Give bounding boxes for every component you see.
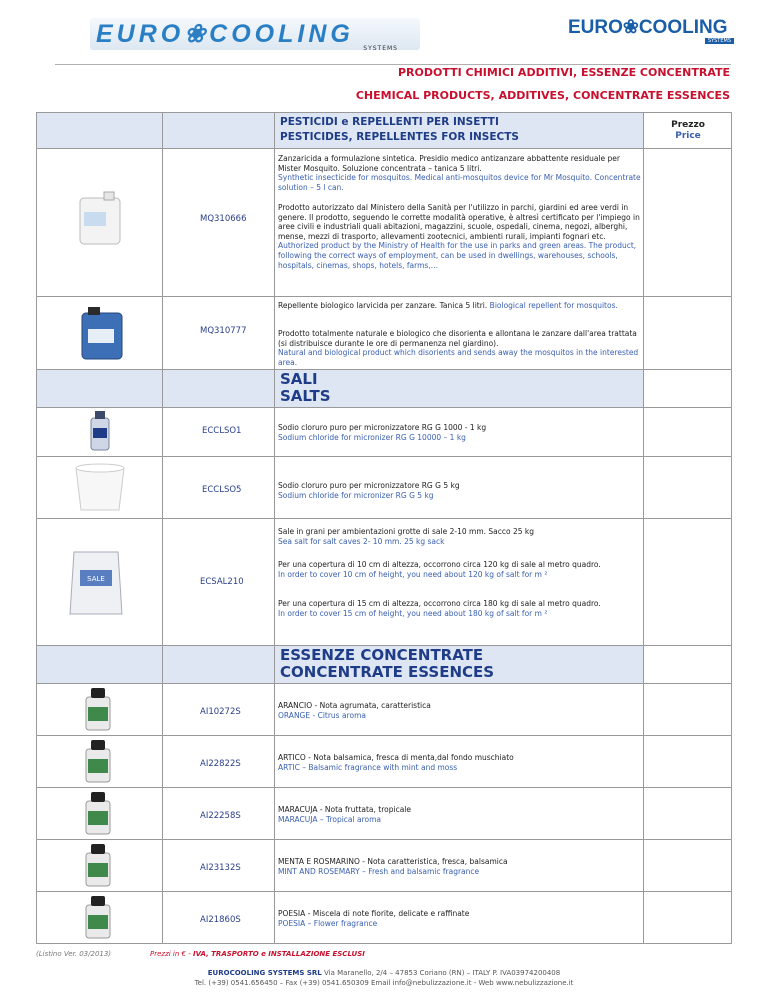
section-essences-it: ESSENZE CONCENTRATE [280,646,484,664]
title-italian: PRODOTTI CHIMICI ADDITIVI, ESSENZE CONCENTRATE [397,66,730,79]
salt-bucket-image [70,460,130,514]
svg-text:SALE: SALE [87,575,105,583]
essence-bottle-image [82,895,114,939]
logo-wordmark-right: EURO❀COOLING [568,17,728,38]
eurocooling-logo-left [90,18,420,50]
desc-mq310777-b: Prodotto totalmente naturale e biologico che disorienta e allontana le zanzare dall'area trattata (si distribuisce durante le ore di permanenza nel giardino). Natural and biological product which disorients and sends away the mosquitos in the interested area. [278,329,639,367]
essence-bottle-image [82,791,114,835]
eurocooling-logo-right [568,16,748,42]
essence-bottle-image [82,739,114,783]
title-english: CHEMICAL PRODUCTS, ADDITIVES, CONCENTRATE ESSENCES [355,89,730,102]
essence-bottle-image [82,843,114,887]
price-label-it: Prezzo [671,120,705,130]
salt-bottle-image [88,410,112,452]
code-ecclso1: ECCLSO1 [202,426,242,436]
logo-wordmark: EURO❀COOLING [96,20,354,48]
desc-ecclso1: Sodio cloruro puro per micronizzatore RG G 1000 - 1 kg Sodium chloride for micronizer RG G 10000 – 1 kg [278,423,487,442]
section-essences-en: CONCENTRATE ESSENCES [280,663,495,681]
prezzi-note: Prezzi in € - IVA, TRASPORTO e INSTALLAZIONE ESCLUSI [150,950,365,958]
desc-mq310777-a: Repellente biologico larvicida per zanzare. Tanica 5 litri. Biological repellent for mosquitos. [278,301,618,310]
section-salts-en: SALTS [280,387,331,405]
desc-ecsal210-a: Sale in grani per ambientazioni grotte di sale 2-10 mm. Sacco 25 kg Sea salt for salt caves 2- 10 mm. 25 kg sack [278,527,534,546]
essence-bottle-image [82,687,114,731]
essence-code: AI23132S [200,863,241,873]
essence-description: MENTA E ROSMARINO - Nota caratteristica, fresca, balsamica MINT AND ROSEMARY – Fresh and balsamic fragrance [278,857,508,876]
logo-systems-right: SYSTEMS [705,38,734,44]
col-divider-2 [274,112,275,944]
salt-sack-image [68,548,124,618]
jerrycan-blue-image [80,305,124,361]
desc-mq310666-a: Zanzaricida a formulazione sintetica. Presidio medico antizanzare abbattente residuale per Mister Mosquito. Soluzione concentrata – tanica 5 litri. Synthetic insecticide for mosquitos. Medical anti-mosquitos device for Mr Mosquito. Concentrate solution – 5 l can. [278,154,641,192]
essence-code: AI22258S [200,811,241,821]
logo-systems: SYSTEMS [363,45,398,52]
essence-description: ARANCIO - Nota agrumata, caratteristica ORANGE - Citrus aroma [278,701,431,720]
company-contacts: Tel. (+39) 0541.656450 – Fax (+39) 0541.650309 Email info@nebulizzazione.it - Web www.nebulizzazione.it [194,979,574,987]
band-salts [37,369,643,407]
code-mq310777: MQ310777 [200,326,247,336]
desc-ecsal210-c: Per una copertura di 15 cm di altezza, occorrono circa 180 kg di sale al metro quadro. In order to cover 15 cm of height, you need about 180 kg of salt for m ² [278,599,601,618]
company-address: EUROCOOLING SYSTEMS SRL Via Maranello, 2/4 – 47853 Coriano (RN) – ITALY P. IVA03974200408 [207,969,561,977]
price-column-header [650,120,726,142]
jerrycan-white-image [78,190,122,246]
code-mq310666: MQ310666 [200,214,247,224]
essence-code: AI10272S [200,707,241,717]
price-label-en: Price [675,131,701,141]
col-divider-1 [162,112,163,944]
desc-mq310666-b: Prodotto autorizzato dal Ministero della Sanità per l'utilizzo in parchi, giardini ed aree verdi in genere. Il prodotto, seguendo le corrette modalità operative, è altresì certificato per l'impiego in aree civili e industriali quali abitazioni, magazzini, scuole, ospedali, cinema, negozi, alberghi, mense, mezzi di trasporto, allevamenti zootecnici, ambienti rurali, impianti fognari etc. Authorized product by the Ministry of Health for the use in parks and green areas. The product, following the correct ways of employment, can be used in dwellings, warehouses, schools, hospitals, cinemas, shops, hotels, farms,… [278,203,640,270]
code-ecsal210: ECSAL210 [200,577,244,587]
desc-ecsal210-b: Per una copertura di 10 cm di altezza, occorrono circa 120 kg di sale al metro quadro. In order to cover 10 cm of height, you need about 120 kg of salt for m ² [278,560,601,579]
essence-code: AI21860S [200,915,241,925]
essence-description: MARACUJA - Nota fruttata, tropicale MARACUJA – Tropical aroma [278,805,412,824]
section-pesticides-it: PESTICIDI e REPELLENTI PER INSETTI [280,116,499,128]
header-divider [55,64,731,65]
listino-version: (Listino Ver. 03/2013) [36,950,112,958]
essence-code: AI22822S [200,759,241,769]
section-pesticides-en: PESTICIDES, REPELLENTES FOR INSECTS [280,131,519,143]
essence-description: ARTICO - Nota balsamica, fresca di menta,dal fondo muschiato ARTIC – Balsamic fragrance with mint and moss [278,753,514,772]
section-salts-it: SALI [280,370,318,388]
code-ecclso5: ECCLSO5 [202,485,242,495]
essence-description: POESIA - Miscela di note fiorite, delicate e raffinate POESIA – Flower fragrance [278,909,470,928]
desc-ecclso5: Sodio cloruro puro per micronizzatore RG G 5 kg Sodium chloride for micronizer RG G 5 kg [278,481,460,500]
